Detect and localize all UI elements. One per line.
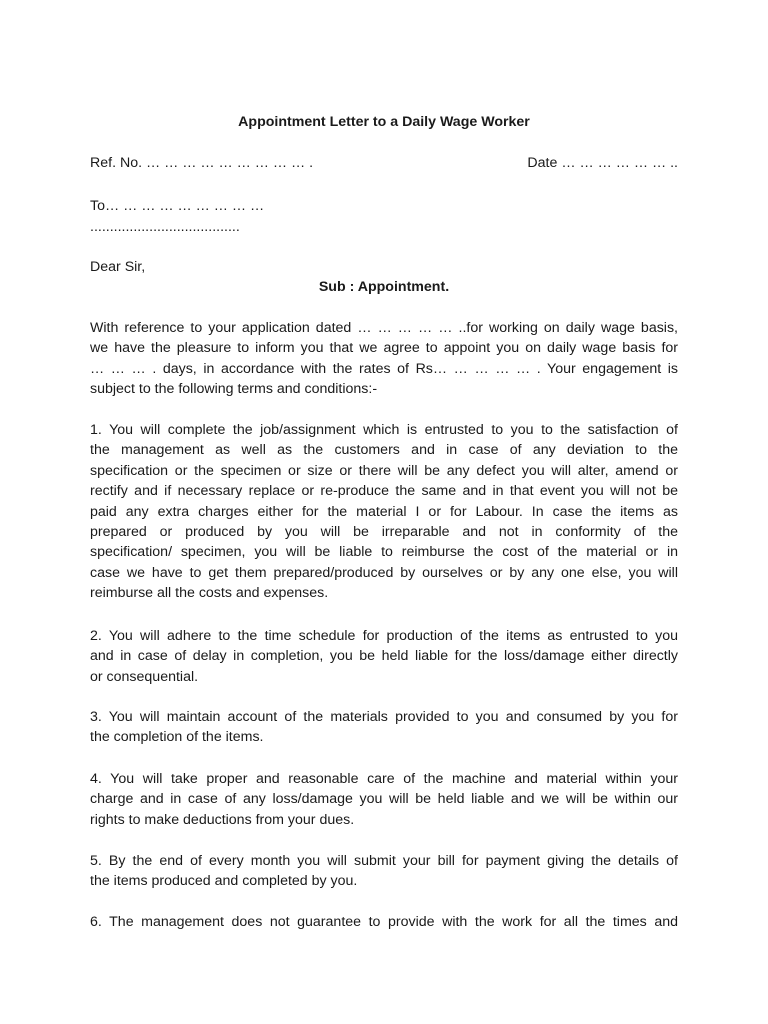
clause-line: 4. You will take proper and reasonable care of the machine and material within your <box>90 771 678 787</box>
intro-line: subject to the following terms and conditions:- <box>90 381 378 398</box>
clause-line: 2. You will adhere to the time schedule for production of the items as entrusted to you <box>90 628 678 644</box>
clause-line: the items produced and completed by you. <box>90 873 358 890</box>
clause-line: and in case of delay in completion, you be held liable for the loss/damage either directly <box>90 648 678 665</box>
clause-line: rights to make deductions from your dues. <box>90 811 355 828</box>
clause-line: 3. You will maintain account of the materials provided to you and consumed by you for <box>90 709 678 725</box>
clause-6 <box>90 912 678 932</box>
salutation: Dear Sir, <box>90 259 146 275</box>
intro-line: … … … . days, in accordance with the rates of Rs… … … … … . Your engagement is <box>90 360 678 377</box>
clause-line: reimburse all the costs and expenses. <box>90 585 329 602</box>
letter-title: Appointment Letter to a Daily Wage Worker <box>238 114 530 130</box>
intro-line: we have the pleasure to inform you that we agree to appoint you on daily wage basis for <box>90 340 678 357</box>
clause-4 <box>90 769 678 830</box>
clause-line: case we have to get them prepared/produced by ourselves or by any one else, you will <box>90 564 678 581</box>
ref-number: Ref. No. … … … … … … … … … . <box>90 155 314 171</box>
recipient-address-line: ...................................... <box>90 219 240 235</box>
clause-line: 6. The management does not guarantee to provide with the work for all the times and <box>90 914 678 930</box>
clause-1 <box>90 420 678 604</box>
intro-paragraph <box>90 318 678 400</box>
clause-line: 1. You will complete the job/assignment which is entrusted to you to the satisfaction of <box>90 422 678 438</box>
clause-line: the management as well as the customers and in case of any deviation to the <box>90 442 678 459</box>
clause-line: paid any extra charges either for the material I or for Labour. In case the items as <box>90 503 678 520</box>
clause-line: the completion of the items. <box>90 729 264 746</box>
clause-2 <box>90 626 678 687</box>
clause-line: prepared or produced by you will be irreparable and not in conformity of the <box>90 524 678 541</box>
intro-line: With reference to your application dated … … … … … ..for working on daily wage basis, <box>90 320 678 336</box>
clause-line: or consequential. <box>90 668 199 685</box>
clause-line: 5. By the end of every month you will submit your bill for payment giving the details of <box>90 853 678 869</box>
letter-date: Date … … … … … … .. <box>527 155 678 171</box>
clause-5 <box>90 851 678 892</box>
subject-line: Sub : Appointment. <box>318 279 450 295</box>
clause-line: specification or the specimen or size or there will be any defect you will alter, amend or <box>90 462 678 479</box>
clause-line: specification/ specimen, you will be liable to reimburse the cost of the material or in <box>90 544 678 561</box>
clause-line: charge and in case of any loss/damage you will be held liable and we will be within our <box>90 791 678 808</box>
clause-line: rectify and if necessary replace or re-produce the same and in that event you will not be <box>90 483 678 500</box>
ref-date-row <box>90 153 678 173</box>
clause-3 <box>90 707 678 748</box>
recipient-line: To… … … … … … … … … <box>90 198 265 214</box>
